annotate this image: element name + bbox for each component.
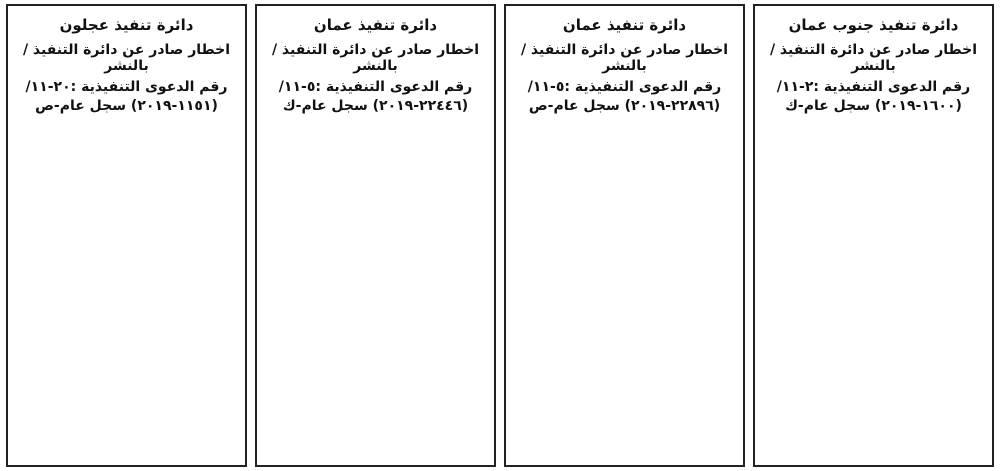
notice-case-reference: (٢٢٨٩٦-٢٠١٩) سجل عام-ص (528, 98, 721, 114)
notice-heading: اخطار صادر عن دائرة التنفيذ / بالنشر (520, 42, 729, 74)
notice-case-reference: (٢٢٤٤٦-٢٠١٩) سجل عام-ك (282, 98, 469, 114)
notice-department: دائرة تنفيذ عمان (562, 16, 687, 34)
notice-case-reference: (١٦٠٠-٢٠١٩) سجل عام-ك (785, 98, 962, 114)
notice-amman-1 (504, 4, 745, 467)
notice-case-number: رقم الدعوى التنفيذية :٥-١١/ (278, 79, 473, 95)
notice-ajloun (6, 4, 247, 467)
notice-case-number: رقم الدعوى التنفيذية :٢-١١/ (776, 79, 971, 95)
notice-amman-2 (255, 4, 496, 467)
notice-heading: اخطار صادر عن دائرة التنفيذ / بالنشر (22, 42, 231, 74)
notice-department: دائرة تنفيذ جنوب عمان (788, 16, 959, 34)
notice-case-number: رقم الدعوى التنفيذية :٢٠-١١/ (25, 79, 228, 95)
notice-department: دائرة تنفيذ عجلون (59, 16, 194, 34)
notice-heading: اخطار صادر عن دائرة التنفيذ / بالنشر (769, 42, 978, 74)
notice-case-reference: (١١٥١-٢٠١٩) سجل عام-ص (35, 98, 218, 114)
notice-case-number: رقم الدعوى التنفيذية :٥-١١/ (527, 79, 722, 95)
notice-department: دائرة تنفيذ عمان (313, 16, 438, 34)
notice-heading: اخطار صادر عن دائرة التنفيذ / بالنشر (271, 42, 480, 74)
notice-south-amman (753, 4, 994, 467)
